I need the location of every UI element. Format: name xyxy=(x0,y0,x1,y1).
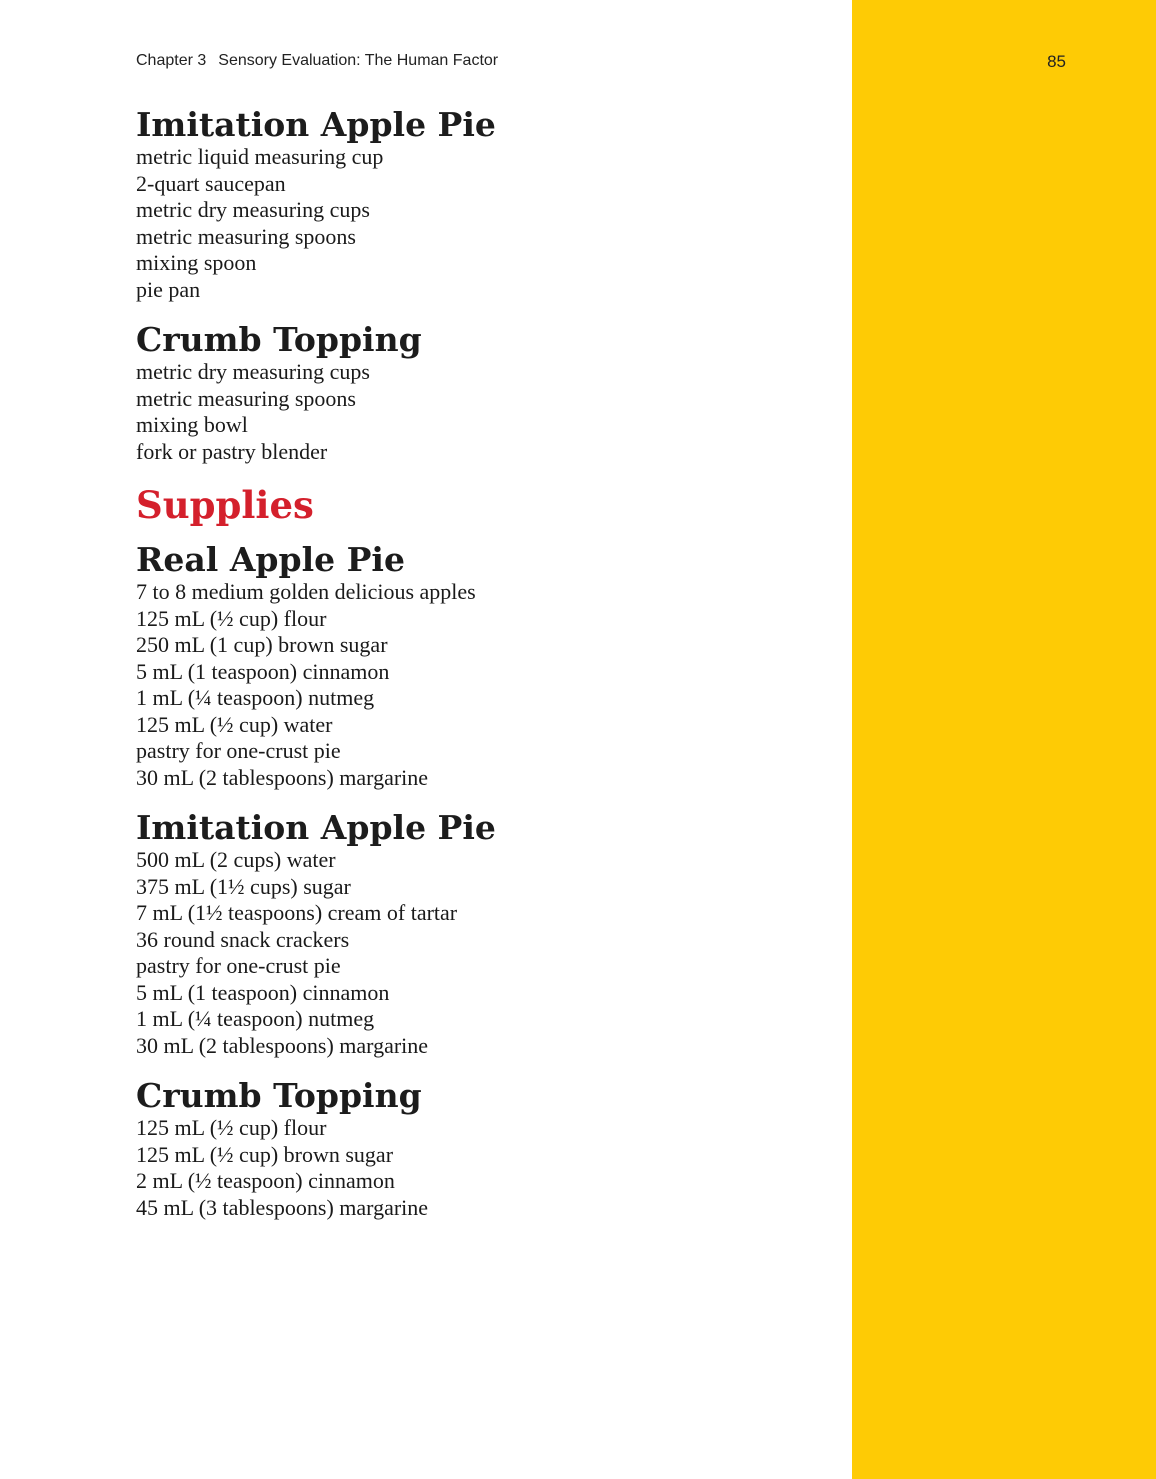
list-item: 7 mL (1½ teaspoons) cream of tartar xyxy=(136,900,458,925)
section-heading: Crumb Topping xyxy=(136,1076,422,1115)
supplies-list xyxy=(136,1115,836,1221)
chapter-title: Sensory Evaluation: The Human Factor xyxy=(218,52,499,69)
side-color-band xyxy=(852,0,1156,1479)
list-item: 36 round snack crackers xyxy=(136,926,350,952)
list-item: 30 mL (2 tablespoons) margarine xyxy=(136,1032,429,1058)
supplies-imitation-apple-pie xyxy=(136,809,836,1059)
list-item: metric liquid measuring cup xyxy=(136,144,384,169)
section-heading: Imitation Apple Pie xyxy=(136,105,496,144)
list-item: metric measuring spoons xyxy=(136,385,356,411)
list-item: 1 mL (¼ teaspoon) nutmeg xyxy=(136,1006,375,1031)
list-item: mixing bowl xyxy=(136,412,248,437)
supplies-list xyxy=(136,847,836,1059)
equipment-list xyxy=(136,359,836,465)
equipment-imitation-apple-pie xyxy=(136,106,836,303)
list-item: 5 mL (1 teaspoon) cinnamon xyxy=(136,658,390,684)
equipment-crumb-topping xyxy=(136,321,836,465)
list-item: pie pan xyxy=(136,276,201,302)
list-item: 375 mL (1½ cups) sugar xyxy=(136,873,351,899)
list-item: 2 mL (½ teaspoon) cinnamon xyxy=(136,1168,395,1193)
supplies-list xyxy=(136,579,836,791)
supplies-crumb-topping xyxy=(136,1077,836,1221)
section-heading: Imitation Apple Pie xyxy=(136,808,496,847)
list-item: 2-quart saucepan xyxy=(136,170,286,196)
list-item: metric measuring spoons xyxy=(136,223,356,249)
list-item: fork or pastry blender xyxy=(136,438,328,464)
page-content xyxy=(136,106,836,1239)
section-heading: Real Apple Pie xyxy=(136,540,405,579)
section-heading: Crumb Topping xyxy=(136,320,422,359)
list-item: 125 mL (½ cup) water xyxy=(136,711,333,737)
list-item: pastry for one-crust pie xyxy=(136,953,341,978)
supplies-real-apple-pie xyxy=(136,541,836,791)
chapter-label: Chapter 3 xyxy=(136,52,207,69)
list-item: mixing spoon xyxy=(136,250,257,275)
list-item: 30 mL (2 tablespoons) margarine xyxy=(136,764,429,790)
page-number: 85 xyxy=(1047,52,1066,71)
list-item: 125 mL (½ cup) flour xyxy=(136,1115,327,1140)
list-item: 7 to 8 medium golden delicious apples xyxy=(136,579,476,604)
running-head xyxy=(136,52,498,70)
list-item: 500 mL (2 cups) water xyxy=(136,847,336,872)
list-item: 125 mL (½ cup) flour xyxy=(136,605,327,631)
supplies-heading: Supplies xyxy=(136,483,314,527)
list-item: metric dry measuring cups xyxy=(136,197,370,222)
list-item: 45 mL (3 tablespoons) margarine xyxy=(136,1194,429,1220)
list-item: metric dry measuring cups xyxy=(136,359,370,384)
equipment-list xyxy=(136,144,836,303)
list-item: pastry for one-crust pie xyxy=(136,738,341,763)
list-item: 250 mL (1 cup) brown sugar xyxy=(136,632,388,657)
list-item: 5 mL (1 teaspoon) cinnamon xyxy=(136,979,390,1005)
list-item: 1 mL (¼ teaspoon) nutmeg xyxy=(136,685,375,710)
list-item: 125 mL (½ cup) brown sugar xyxy=(136,1141,394,1167)
